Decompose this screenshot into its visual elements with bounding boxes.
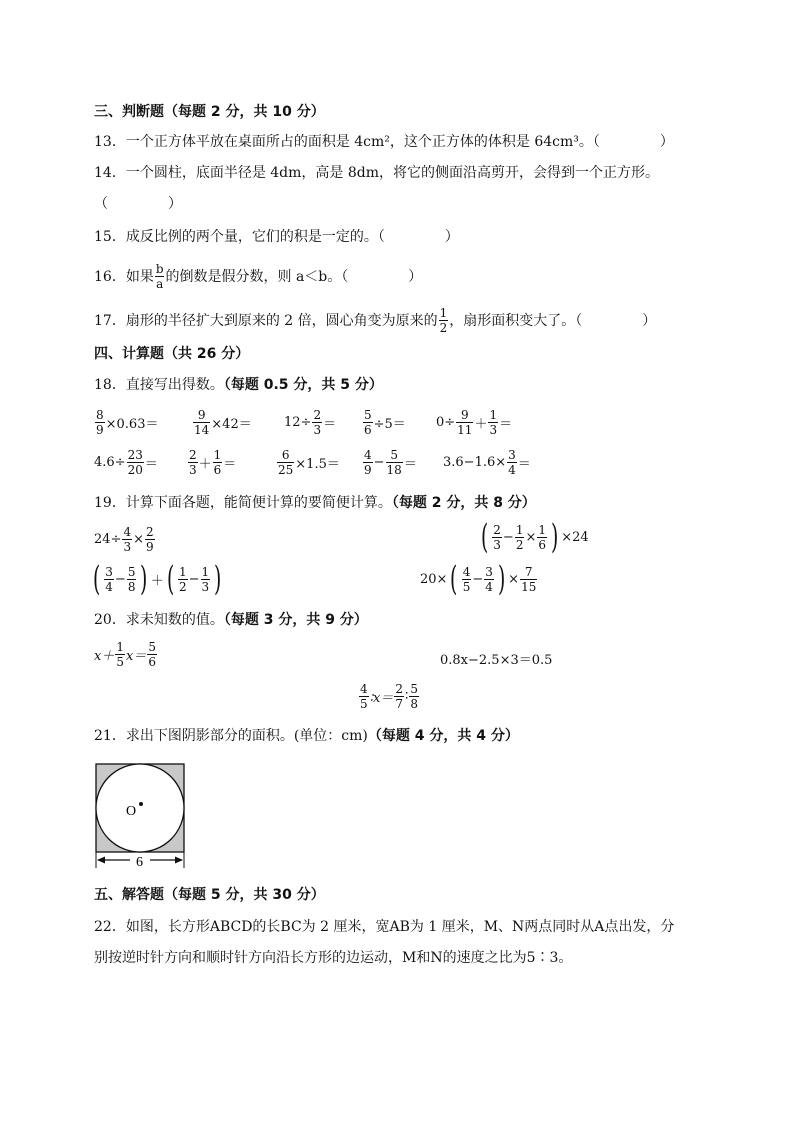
numerator: 6 <box>281 448 290 462</box>
question-18 <box>94 375 383 395</box>
fraction-4 <box>201 565 211 594</box>
fraction <box>95 408 105 437</box>
operator: ∶ <box>405 689 409 704</box>
question-text: 直接写出得数。 <box>125 377 224 393</box>
numerator: 5 <box>364 408 372 422</box>
denominator: a <box>156 277 164 291</box>
denominator: 7 <box>395 697 403 711</box>
bracket-left: ( <box>92 559 101 599</box>
question-text: 求出下图阴影部分的面积。(单位：cm) <box>125 728 368 744</box>
numerator: 5 <box>390 448 398 462</box>
calc-18-b1 <box>94 448 158 477</box>
question-number: 22． <box>94 919 126 935</box>
question-number: 20． <box>94 612 126 628</box>
denominator: 2 <box>439 321 448 335</box>
question-15 <box>94 227 459 247</box>
question-21 <box>94 726 519 746</box>
score-note: （每题 2 分，共 8 分） <box>391 495 536 511</box>
denominator: 3 <box>189 463 197 477</box>
calc-18-b3 <box>276 448 340 477</box>
calc-18-a2 <box>192 408 252 437</box>
question-number: 13． <box>94 134 126 150</box>
numerator: 1 <box>538 522 546 537</box>
question-number: 14． <box>94 165 126 181</box>
numerator: 1 <box>201 564 210 579</box>
denominator: 6 <box>538 537 546 552</box>
bracket-left: ( <box>480 517 489 557</box>
fraction <box>492 523 502 552</box>
calc-18-b2 <box>187 448 236 477</box>
question-text: 一个正方体平放在桌面所占的面积是 4cm²，这个正方体的体积是 64cm³。（ <box>125 134 600 150</box>
section5-title: 五、解答题（每题 5 分，共 30 分） <box>94 887 325 903</box>
fraction <box>456 408 473 437</box>
section4-title: 四、计算题（共 26 分） <box>94 346 250 362</box>
question-text: 如图，长方形ABCD的长BC为 2 厘米，宽AB为 1 厘米，M、N两点同时从A点出发，分 <box>125 919 675 935</box>
numerator: 2 <box>313 408 322 422</box>
question-14-answer <box>94 194 182 214</box>
expr-text: ∶x＝ <box>369 691 394 706</box>
section3-title: 三、判断题（每题 2 分，共 10 分） <box>94 104 325 120</box>
paren-close: ） <box>444 229 459 245</box>
numerator: 9 <box>197 408 206 422</box>
fraction <box>193 408 210 437</box>
equation-20-f2 <box>440 649 552 668</box>
fraction <box>363 408 373 437</box>
calc-18-b4 <box>362 448 417 477</box>
numerator: 2 <box>145 525 154 539</box>
question-22-line2 <box>94 948 572 968</box>
width-label: 6 <box>136 855 143 870</box>
fraction-2 <box>394 682 404 711</box>
bracket-left: ( <box>166 559 175 599</box>
numerator: 3 <box>105 564 113 579</box>
denominator: 3 <box>313 423 322 437</box>
numerator: 3 <box>485 564 493 579</box>
fraction <box>188 448 198 477</box>
numerator: 5 <box>148 640 156 654</box>
fraction-2 <box>127 565 137 594</box>
center-point <box>139 802 143 806</box>
question-number: 21． <box>94 728 126 744</box>
expr-text: ÷5＝ <box>373 417 406 432</box>
fraction <box>277 448 294 477</box>
denominator: 3 <box>201 579 210 594</box>
expr-text: 0.8x−2.5×3＝0.5 <box>440 653 553 668</box>
denominator: 9 <box>96 423 104 437</box>
fraction <box>363 448 373 477</box>
operator-2: − <box>188 571 200 587</box>
expr-text-2: ＝ <box>517 457 531 472</box>
bracket-left: ( <box>450 559 458 599</box>
fraction-2 <box>484 565 494 594</box>
bracket-group <box>90 559 151 599</box>
denominator: 6 <box>213 463 222 477</box>
paren-close: ） <box>168 196 182 212</box>
expr-text: ×24 <box>561 529 589 545</box>
equation-20-f3 <box>358 682 420 711</box>
question-19 <box>94 493 536 513</box>
question-text: 成反比例的两个量，它们的积是一定的。（ <box>125 229 385 245</box>
operator-2: × <box>525 529 537 545</box>
calc-19-e3 <box>90 559 224 599</box>
denominator: 3 <box>489 423 498 437</box>
denominator: 6 <box>364 423 372 437</box>
inner-circle <box>96 764 184 852</box>
expr-text-2: ＝ <box>499 417 513 432</box>
operator-2: × <box>508 571 520 587</box>
paren-close: ） <box>408 268 423 285</box>
expr-text: x＋ <box>94 649 115 664</box>
calc-18-a3 <box>284 408 336 437</box>
numerator: 8 <box>96 408 104 422</box>
numerator: 1 <box>439 306 448 320</box>
denominator: 25 <box>278 463 294 477</box>
numerator: 5 <box>410 682 419 696</box>
fraction-2 <box>515 523 525 552</box>
question-22-line1 <box>94 917 674 937</box>
denominator: 5 <box>462 579 471 594</box>
paren-close: ） <box>642 312 657 329</box>
expr-text: ×42＝ <box>211 417 252 432</box>
numerator: 4 <box>364 448 372 462</box>
question-text: 扇形的半径扩大到原来的 2 倍，圆心角变为原来的 <box>125 312 438 329</box>
operator: − <box>472 571 484 587</box>
numerator: 7 <box>524 564 533 579</box>
paren-open: （ <box>94 196 108 212</box>
calc-19-e1 <box>94 525 156 554</box>
fraction-3 <box>178 565 188 594</box>
question-text-2: 别按逆时针方向和顺时针方向沿长方形的边运动，M和N的速度之比为5∶3。 <box>94 950 573 966</box>
fraction-3 <box>520 565 537 594</box>
numerator: 4 <box>360 682 368 696</box>
fraction-3 <box>409 682 419 711</box>
question-text-2: 的倒数是假分数，则 a＜b。（ <box>165 268 349 285</box>
question-text: 一个圆柱，底面半径是 4dm，高是 8dm，将它的侧面沿高剪开，会得到一个正方形。 <box>125 165 660 181</box>
bracket-group <box>478 517 561 557</box>
denominator: 9 <box>145 540 154 554</box>
fraction-2 <box>386 448 403 477</box>
question-text-2: ，扇形面积变大了。（ <box>449 312 583 329</box>
numerator: 4 <box>123 525 132 539</box>
fraction-b-over-a <box>155 262 165 291</box>
denominator: 18 <box>386 463 402 477</box>
numerator: 1 <box>179 564 187 579</box>
expr-text: 20× <box>420 571 448 587</box>
score-note: （每题 3 分，共 9 分） <box>223 612 368 628</box>
numerator: 1 <box>489 408 498 422</box>
numerator: 2 <box>189 448 197 462</box>
numerator: 1 <box>515 522 524 537</box>
equation-20-f1 <box>94 640 158 669</box>
denominator: 5 <box>116 655 124 669</box>
numerator: 2 <box>493 522 501 537</box>
question-17 <box>94 306 656 335</box>
calc-19-e4 <box>420 559 538 599</box>
expr-text: ×1.5＝ <box>295 457 340 472</box>
fraction-3 <box>537 523 547 552</box>
calc-18-b5 <box>443 448 531 477</box>
denominator: 4 <box>485 579 493 594</box>
numerator: 23 <box>127 448 143 462</box>
numerator: 3 <box>508 448 516 462</box>
calc-18-a5 <box>436 408 512 437</box>
fraction-one-half <box>439 306 449 335</box>
question-14 <box>94 163 659 183</box>
denominator: 8 <box>127 579 136 594</box>
expr-text: ＝ <box>223 457 237 472</box>
fraction <box>507 448 517 477</box>
fraction <box>462 565 472 594</box>
operator-mid: ＋ <box>150 573 164 589</box>
expr-text-2: x＝ <box>125 649 147 664</box>
bracket-right: ) <box>550 517 559 557</box>
fraction-2 <box>145 525 155 554</box>
numerator: 9 <box>460 408 469 422</box>
denominator: 3 <box>493 537 501 552</box>
denominator: 3 <box>123 540 132 554</box>
denominator: 15 <box>521 579 537 594</box>
expr-text: ＝ <box>403 457 417 472</box>
denominator: 5 <box>360 697 368 711</box>
expr-text-2: ＝ <box>144 457 158 472</box>
operator: × <box>133 532 144 547</box>
question-13 <box>94 132 674 152</box>
question-number: 19． <box>94 495 126 511</box>
question-20 <box>94 610 368 630</box>
expr-text: 4.6÷ <box>94 455 126 470</box>
operator: ＋ <box>474 417 488 432</box>
numerator: b <box>155 262 164 276</box>
question-number: 17． <box>94 312 126 329</box>
bracket-group <box>447 559 508 599</box>
denominator: 20 <box>127 463 143 477</box>
calc-18-a1 <box>94 408 158 437</box>
denominator: 6 <box>148 655 156 669</box>
question-16 <box>94 262 422 291</box>
expr-text: 3.6−1.6× <box>443 455 507 470</box>
operator: − <box>373 455 385 470</box>
fraction <box>104 565 114 594</box>
bracket-group-2 <box>164 559 225 599</box>
operator: − <box>502 529 514 545</box>
expr-text: ×0.63＝ <box>105 417 159 432</box>
denominator: 9 <box>364 463 372 477</box>
question-text: 求未知数的值。 <box>125 612 224 628</box>
fraction <box>122 525 132 554</box>
score-note: （每题 0.5 分，共 5 分） <box>223 377 383 393</box>
denominator: 8 <box>410 697 419 711</box>
bracket-right: ) <box>497 559 506 599</box>
expr-text: 0÷ <box>436 415 456 430</box>
fraction <box>359 682 369 711</box>
operator: − <box>114 571 126 587</box>
calc-19-e2 <box>478 517 589 557</box>
expr-text: 24÷ <box>94 532 122 547</box>
arrow-right-icon <box>175 857 183 864</box>
numerator: 1 <box>213 448 222 462</box>
denominator: 4 <box>105 579 113 594</box>
denominator: 2 <box>515 537 524 552</box>
fraction-2 <box>147 640 157 669</box>
score-note: （每题 4 分，共 4 分） <box>367 728 519 744</box>
question-text: 如果 <box>125 268 154 285</box>
question-number: 16． <box>94 268 126 285</box>
denominator: 11 <box>457 423 473 437</box>
fraction <box>127 448 144 477</box>
bracket-right: ) <box>140 559 148 599</box>
denominator: 4 <box>508 463 516 477</box>
fraction <box>115 640 125 669</box>
expr-text: 12÷ <box>284 415 312 430</box>
bracket-right: ) <box>214 559 222 599</box>
arrow-left-icon <box>97 857 105 864</box>
numerator: 5 <box>127 564 136 579</box>
shaded-area-figure <box>92 760 192 872</box>
calc-18-a4 <box>362 408 406 437</box>
center-label: O <box>126 804 137 819</box>
denominator: 2 <box>179 579 187 594</box>
numerator: 4 <box>462 564 471 579</box>
expr-text-2: ＝ <box>323 417 337 432</box>
numerator: 2 <box>395 682 403 696</box>
fraction <box>312 408 322 437</box>
paren-close: ） <box>659 134 674 150</box>
question-number: 15． <box>94 229 126 245</box>
fraction-2 <box>213 448 223 477</box>
operator: ＋ <box>198 457 212 472</box>
numerator: 1 <box>116 640 124 654</box>
question-text: 计算下面各题，能简便计算的要简便计算。 <box>125 495 392 511</box>
fraction-2 <box>488 408 498 437</box>
question-number: 18． <box>94 377 126 393</box>
denominator: 14 <box>194 423 210 437</box>
